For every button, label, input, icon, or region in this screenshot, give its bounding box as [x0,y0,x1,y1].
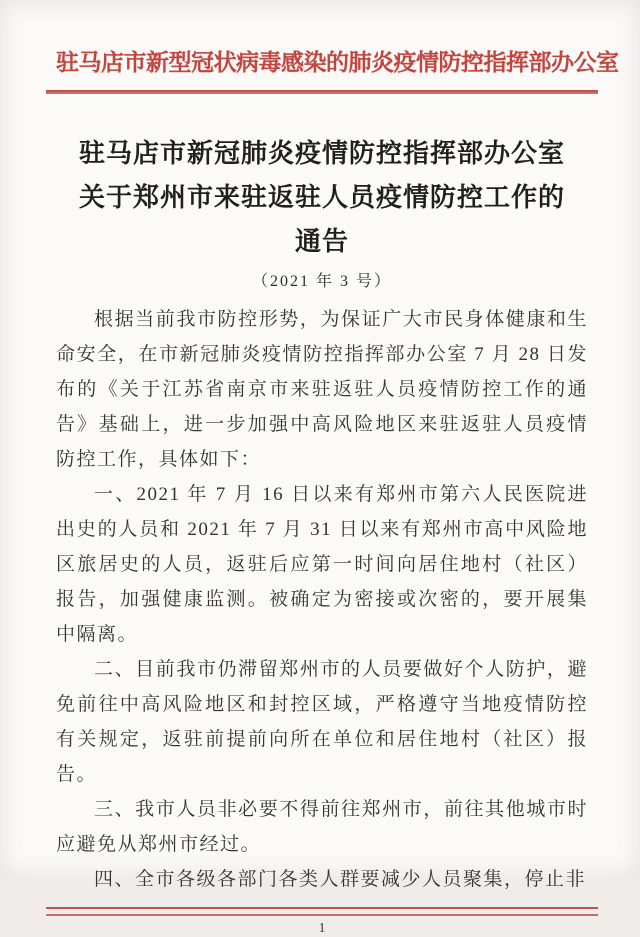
paragraph-item-3: 三、我市人员非必要不得前往郑州市，前往其他城市时应避免从郑州市经过。 [56,799,588,855]
document-title-line-1: 驻马店市新冠肺炎疫情防控指挥部办公室 [78,139,565,168]
paragraph-item-1: 一、2021 年 7 月 16 日以来有郑州市第六人民医院进出史的人员和 2021 年 7 月 31 日以来有郑州市高中风险地区旅居史的人员，返驻后应第一时间向居住地村（社区）报告，加强健康监测。被确定为密接或次密的，要开展集中隔离。 [56,484,588,645]
document-title-line-2: 关于郑州市来驻返驻人员疫情防控工作的 [78,183,565,212]
page-footer [56,897,588,937]
document-title [56,132,588,264]
document-title-line-3: 通告 [294,227,349,256]
paragraph-item-2: 二、目前我市仍滞留郑州市的人员要做好个人防护，避免前往中高风险地区和封控区域，严格遵守当地疫情防控有关规定，返驻前提前向所在单位和居住地村（社区）报告。 [56,659,588,785]
paragraph-item-4-truncated: 四、全市各级各部门各类人群要减少人员聚集，停止非 [94,869,587,890]
letterhead-title: 驻马店市新型冠状病毒感染的肺炎疫情防控指挥部办公室 [56,50,619,75]
document-body [56,302,588,897]
footer-divider-rule [46,907,598,916]
page-number: 1 [318,921,326,936]
letterhead-divider-rule [46,90,598,94]
paragraph-intro: 根据当前我市防控形势，为保证广大市民身体健康和生命安全，在市新冠肺炎疫情防控指挥部办公室 7 月 28 日发布的《关于江苏省南京市来驻返驻人员疫情防控工作的通告》基础上，进一步加强中高风险地区来驻返驻人员疫情防控工作，具体如下： [56,309,588,470]
document-number: （2021 年 3 号） [251,273,392,290]
